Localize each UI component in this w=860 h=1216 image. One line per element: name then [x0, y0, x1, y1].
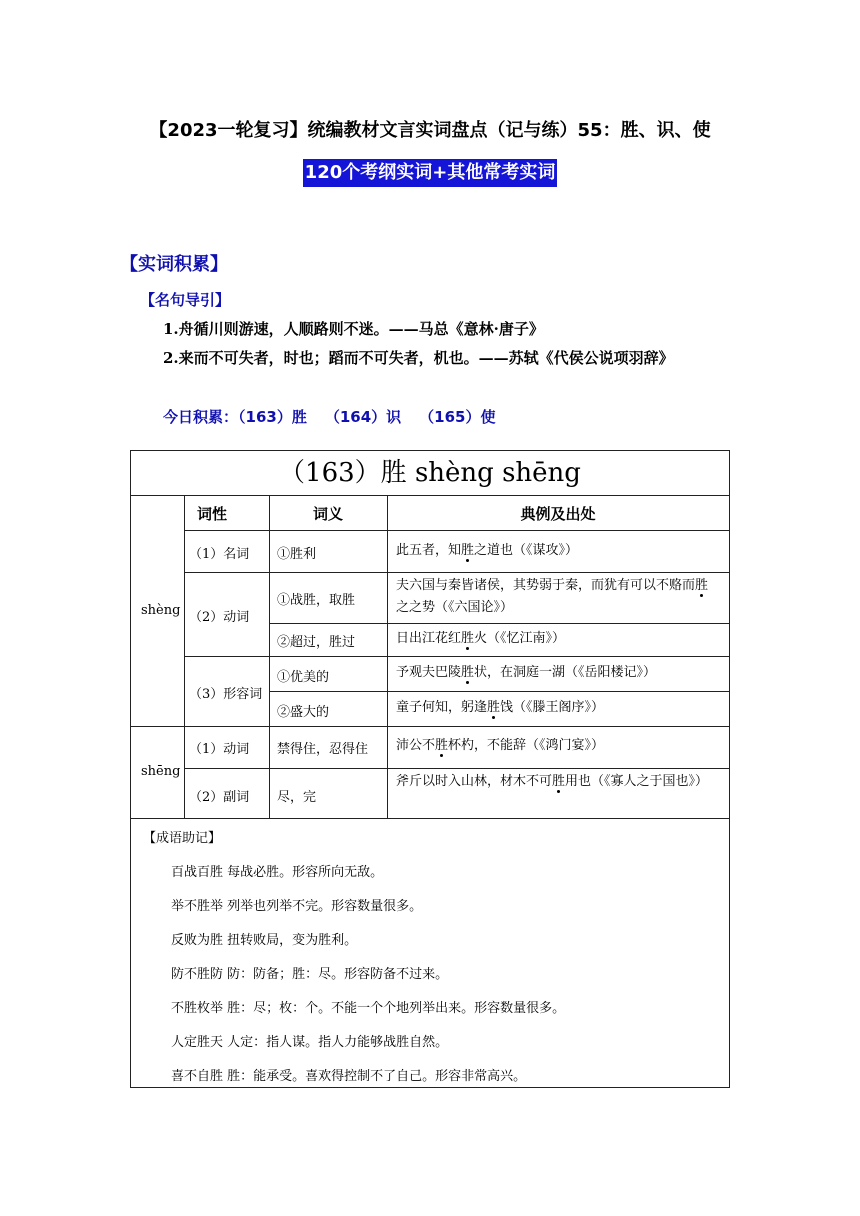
idiom-item: 不胜枚举 胜：尽；枚：个。不能一个个地列举出来。形容数量很多。 [171, 1001, 566, 1016]
highlighted-subtitle: 120个考纲实词+其他常考实词 [303, 159, 558, 187]
document-title: 【2023一轮复习】统编教材文言实词盘点（记与练）55：胜、识、使 [149, 120, 711, 141]
today-item-163: （163）胜 [238, 408, 307, 426]
key-character: 胜 [461, 631, 475, 646]
header-meaning: 词义 [312, 505, 343, 523]
subtitle-wrap [0, 159, 860, 187]
idiom-item: 人定胜天 人定：指人谋。指人力能够战胜自然。 [171, 1035, 449, 1050]
quote-2: 2.来而不可失者，时也；蹈而不可失者，机也。——苏轼《代侯公说项羽辞》 [163, 349, 674, 367]
quote-1: 1.舟循川则游速，人顺路则不迷。——马总《意林·唐子》 [163, 320, 544, 338]
table-title: （163）胜 shèng shēng [279, 458, 581, 488]
idiom-item: 喜不自胜 胜：能承受。喜欢得控制不了自己。形容非常高兴。 [171, 1069, 527, 1084]
idiom-item: 百战百胜 每战必胜。形容所向无敌。 [171, 865, 384, 880]
idiom-item: 防不胜防 防：防备；胜：尽。形容防备不过来。 [171, 967, 449, 982]
header-pos: 词性 [197, 505, 228, 523]
meaning-3: ②超过，胜过 [277, 635, 356, 650]
row-divider [184, 768, 729, 769]
key-character: 胜 [552, 774, 566, 789]
meaning-7: 尽，完 [277, 790, 317, 805]
key-character: 胜 [695, 578, 709, 593]
idiom-item: 举不胜举 列举也列举不完。形容数量很多。 [171, 899, 423, 914]
example-2: 夫六国与秦皆诸侯，其势弱于秦，而犹有可以不赂而胜之之势（《六国论》） [396, 578, 709, 615]
today-item-164: （164）识 [324, 408, 402, 426]
header-example: 典例及出处 [520, 505, 596, 523]
pos-verb-2: （1）动词 [189, 742, 250, 757]
today-accumulation [163, 406, 513, 427]
example-6: 沛公不胜杯杓，不能辞（《鸿门宴》） [396, 738, 605, 753]
pos-adverb: （2）副词 [189, 790, 250, 805]
meaning-2: ①战胜，取胜 [277, 593, 356, 608]
row-divider [131, 818, 729, 819]
key-character: 胜 [487, 700, 501, 715]
meaning-5: ②盛大的 [277, 705, 330, 720]
pos-verb: （2）动词 [189, 610, 250, 625]
example-3: 日出江花红胜火（《忆江南》） [396, 631, 566, 646]
pos-noun: （1）名词 [189, 547, 250, 562]
pos-adjective: （3）形容词 [189, 687, 263, 702]
row-divider [269, 623, 729, 624]
meaning-1: ①胜利 [277, 547, 317, 562]
section-heading: 【实词积累】 [120, 254, 228, 275]
row-divider [131, 495, 729, 496]
today-label: 今日积累： [163, 408, 239, 426]
meaning-6: 禁得住，忍得住 [277, 742, 369, 757]
word-table [130, 450, 730, 1088]
row-divider [184, 572, 729, 573]
example-4: 予观夫巴陵胜状，在洞庭一湖（《岳阳楼记》） [396, 665, 657, 680]
col-divider [387, 495, 388, 818]
reading-sheng4: shèng [141, 603, 181, 618]
col-divider [184, 495, 185, 818]
key-character: 胜 [435, 738, 449, 753]
example-1: 此五者，知胜之道也（《谋攻》） [396, 543, 579, 558]
row-divider [184, 656, 729, 657]
row-divider [131, 726, 729, 727]
reading-sheng1: shēng [141, 764, 181, 779]
today-item-165: （165）使 [419, 408, 496, 426]
key-character: 胜 [461, 543, 475, 558]
key-character: 胜 [461, 665, 475, 680]
col-divider [269, 495, 270, 818]
idiom-item: 反败为胜 扭转败局，变为胜利。 [171, 933, 358, 948]
quotes-heading: 【名句导引】 [140, 291, 231, 309]
meaning-4: ①优美的 [277, 670, 330, 685]
idiom-heading: 【成语助记】 [143, 831, 222, 846]
row-divider [269, 691, 729, 692]
row-divider [184, 530, 729, 531]
example-7: 斧斤以时入山林，材木不可胜用也（《寡人之于国也》） [396, 774, 709, 789]
example-5: 童子何知，躬逢胜饯（《滕王阁序》） [396, 700, 605, 715]
